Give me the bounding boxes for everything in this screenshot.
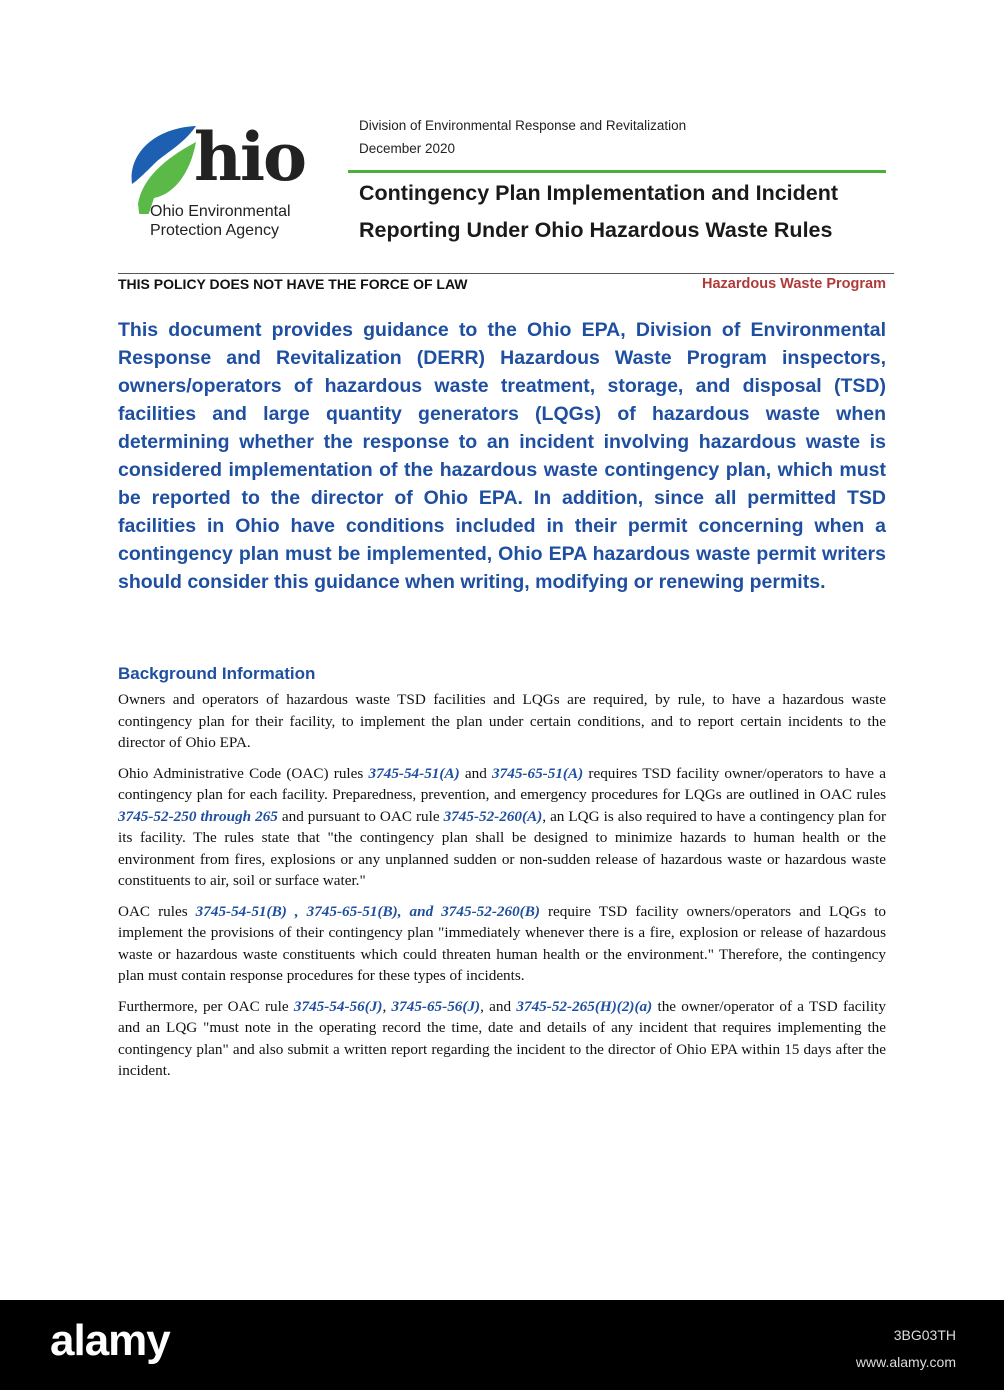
rule-link[interactable]: 3745-54-51(B) , 3745-65-51(B), and 3745-52-260(B) bbox=[195, 902, 540, 920]
divider bbox=[118, 273, 894, 274]
program-label: Hazardous Waste Program bbox=[702, 276, 886, 292]
text-run: OAC rules bbox=[118, 902, 196, 920]
text-run: Ohio Administrative Code (OAC) rules bbox=[118, 764, 369, 782]
text-run: Owners and operators of hazardous waste TSD facilities and LQGs are required, by rule, to have a hazardous waste contingency plan for their facility, to implement the plan under certain conditions, and to report certain incidents to the director of Ohio EPA. bbox=[118, 691, 886, 751]
text-run: and bbox=[459, 764, 493, 782]
header-meta bbox=[359, 118, 887, 164]
text-run: requires TSD facility owner/operators to have a contingency plan for each facility. Preparedness, prevention, and emergency procedures for LQGs are outlined in OAC rules bbox=[118, 764, 886, 803]
rule-link[interactable]: 3745-65-51(A) bbox=[492, 764, 584, 782]
intro-paragraph: This document provides guidance to the Ohio EPA, Division of Environmental Response and Revitalization (DERR) Hazardous Waste Program inspectors, owners/operators of hazardous waste treatment, storage, and disposal (TSD) facilities and large quantity generators (LQGs) of hazardous waste when determining whether the response to an incident involving hazardous waste is considered implementation of the hazardous waste contingency plan, which must be reported to the director of Ohio EPA. In addition, since all permitted TSD facilities in Ohio have conditions included in their permit concerning when a contingency plan must be implemented, Ohio EPA hazardous waste permit writers should consider this guidance when writing, modifying or renewing permits. bbox=[118, 319, 886, 593]
rule-link[interactable]: 3745-52-250 through 265 bbox=[118, 807, 278, 825]
watermark-info bbox=[856, 1322, 956, 1376]
logo-agency-name bbox=[150, 202, 291, 240]
green-divider bbox=[348, 170, 886, 173]
text-run: require TSD facility owners/operators and LQGs to implement the provisions of their contingency plan "immediately whenever there is a fire, explosion or release of hazardous waste or hazardous waste constituents which could threaten human health or the environment." Therefore, the contingency plan must contain response procedures for these types of incidents. bbox=[118, 902, 887, 984]
text-run: the owner/operator of a TSD facility and an LQG "must note in the operating record the time, date and details of any incident that requires implementing the contingency plan" and also submit a written report regarding the incident to the director of Ohio EPA within 15 days after the incident. bbox=[118, 997, 886, 1079]
disclaimer: THIS POLICY DOES NOT HAVE THE FORCE OF LAW bbox=[118, 276, 468, 292]
watermark-bar bbox=[0, 1300, 1004, 1390]
text-run: , an LQG is also required to have a contingency plan for its facility. The rules state that "the contingency plan shall be designed to minimize hazards to human health or the environment from fires, explosions or any unplanned sudden or non-sudden release of hazardous waste or hazardous waste constituents to air, soil or surface water." bbox=[118, 807, 887, 889]
body-paragraph bbox=[118, 689, 886, 754]
division: Division of Environmental Response and Revitalization bbox=[359, 118, 687, 133]
title-line: Contingency Plan Implementation and Incident bbox=[359, 181, 839, 205]
title-line: Reporting Under Ohio Hazardous Waste Rules bbox=[359, 218, 833, 242]
image-id: 3BG03TH bbox=[893, 1327, 956, 1343]
site-url: www.alamy.com bbox=[855, 1354, 956, 1370]
alamy-logo: alamy bbox=[50, 1316, 170, 1365]
body-paragraph bbox=[118, 996, 886, 1082]
logo-wordmark: hio bbox=[194, 118, 306, 196]
ohio-epa-logo bbox=[124, 118, 324, 244]
rule-link[interactable]: 3745-52-265(H)(2)(a) bbox=[516, 997, 653, 1015]
section-heading: Background Information bbox=[118, 664, 316, 683]
logo-sub-line: Ohio Environmental bbox=[150, 203, 291, 220]
body-paragraph bbox=[118, 901, 886, 987]
rule-link[interactable]: 3745-54-51(A) bbox=[368, 764, 460, 782]
text-run: and pursuant to OAC rule bbox=[277, 807, 444, 825]
rule-link[interactable]: 3745-65-56(J) bbox=[391, 997, 481, 1015]
leaf-icon bbox=[124, 124, 204, 214]
date: December 2020 bbox=[359, 141, 456, 156]
body-text bbox=[118, 689, 886, 1091]
rule-link[interactable]: 3745-54-56(J) bbox=[293, 997, 383, 1015]
logo-sub-line: Protection Agency bbox=[150, 222, 279, 239]
text-run: , and bbox=[480, 997, 517, 1015]
document-title bbox=[359, 175, 899, 249]
text-run: , bbox=[382, 997, 392, 1015]
rule-link[interactable]: 3745-52-260(A) bbox=[443, 807, 543, 825]
text-run: Furthermore, per OAC rule bbox=[118, 997, 294, 1015]
body-paragraph bbox=[118, 763, 886, 892]
